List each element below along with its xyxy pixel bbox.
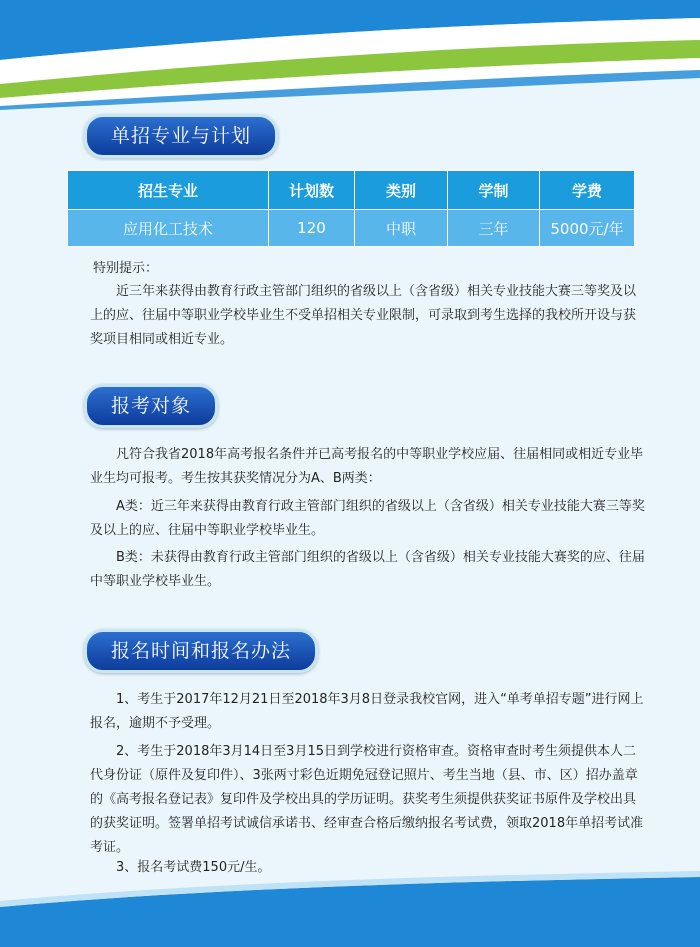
table-header-fee: 学费: [540, 171, 635, 210]
table-cell-category: 中职: [355, 210, 448, 247]
table-header-category: 类别: [355, 171, 448, 210]
top-wave-decoration: [0, 0, 700, 110]
eligibility-paragraph: 凡符合我省2018年高考报名条件并已高考报名的中等职业学校应届、往届相同或相近专业毕业生均可报考。考生按其获奖情况分为A、B两类：: [90, 447, 644, 486]
section-title-eligibility: 报考对象: [84, 384, 218, 428]
table-header-duration: 学制: [448, 171, 540, 210]
registration-step-1: 1、考生于2017年12月21日至2018年3月8日登录我校官网，进入“单考单招专题”进行网上报名，逾期不予受理。: [90, 692, 644, 731]
bottom-wave-decoration: [0, 867, 700, 947]
table-row: [68, 210, 635, 247]
registration-step-2: 2、考生于2018年3月14日至3月15日到学校进行资格审查。资格审查时考生须提供本人二代身份证（原件及复印件）、3张两寸彩色近期免冠登记照片、考生当地（县、市、区）招办盖章的《高考报名登记表》复印件及学校出具的学历证明。获奖考生须提供获奖证书原件及学校出具的获奖证明。签署单招考试诚信承诺书、经审查合格后缴纳报名考试费，领取2018年单招考试准考证。: [90, 744, 644, 855]
table-cell-quota: 120: [269, 210, 355, 247]
table-cell-fee: 5000元/年: [540, 210, 635, 247]
table-cell-duration: 三年: [448, 210, 540, 247]
category-a-paragraph: A类：近三年来获得由教育行政主管部门组织的省级以上（含省级）相关专业技能大赛三等奖及以上的应、往届中等职业学校毕业生。: [90, 499, 645, 538]
table-header-row: [68, 171, 635, 210]
section-title-plan: 单招专业与计划: [84, 114, 278, 158]
note-title: 特别提示：: [93, 261, 159, 276]
table-header-quota: 计划数: [269, 171, 355, 210]
plan-table: [67, 170, 635, 247]
table-cell-major: 应用化工技术: [68, 210, 269, 247]
registration-step-3: 3、报名考试费150元/生。: [116, 860, 271, 875]
section-title-registration: 报名时间和报名办法: [84, 629, 318, 673]
table-header-major: 招生专业: [68, 171, 269, 210]
category-b-paragraph: B类：未获得由教育行政主管部门组织的省级以上（含省级）相关专业技能大赛奖的应、往届中等职业学校毕业生。: [90, 550, 645, 589]
note-text: 近三年来获得由教育行政主管部门组织的省级以上（含省级）相关专业技能大赛三等奖及以上的应、往届中等职业学校毕业生不受单招相关专业限制，可录取到考生选择的我校所开设与获奖项目相同或相近专业。: [90, 284, 637, 347]
